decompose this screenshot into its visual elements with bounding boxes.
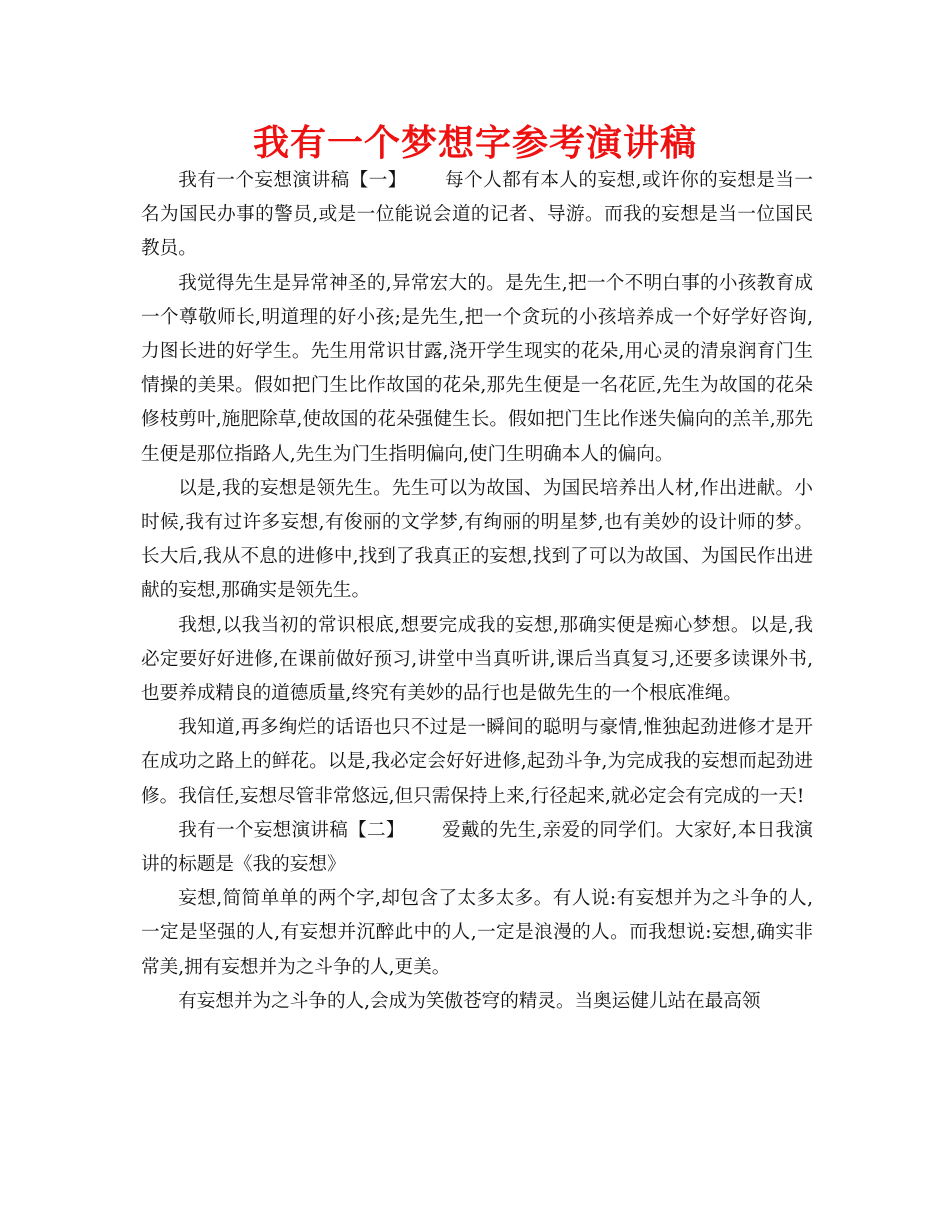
paragraph: 妄想,简简单单的两个字,却包含了太多太多。有人说:有妄想并为之斗争的人,一定是坚强的人,有妄想并沉醉此中的人,一定是浪漫的人。而我想说:妄想,确实非常美,拥有妄想并为之斗争的人,更美。 — [141, 888, 813, 978]
paragraph: 有妄想并为之斗争的人,会成为笑傲苍穹的精灵。当奥运健儿站在最高领 — [178, 990, 761, 1012]
paragraph: 我知道,再多绚烂的话语也只不过是一瞬间的聪明与豪情,惟独起劲进修才是开在成功之路上的鲜花。以是,我必定会好好进修,起劲斗争,为完成我的妄想而起劲进修。我信任,妄想尽管非常悠远,但只需保持上来,行径起来,就必定会有完成的一天! — [141, 717, 813, 807]
paragraph: 我想,以我当初的常识根底,想要完成我的妄想,那确实便是痴心梦想。以是,我必定要好好进修,在课前做好预习,讲堂中当真听讲,课后当真复习,还要多读课外书,也要养成精良的道德质量,终究有美妙的品行也是做先生的一个根底准绳。 — [141, 614, 813, 705]
paragraph: 我觉得先生是异常神圣的,异常宏大的。是先生,把一个不明白事的小孩教育成一个尊敬师长,明道理的好小孩;是先生,把一个贪玩的小孩培养成一个好学好咨询,力图长进的好学生。先生用常识甘露,浇开学生现实的花朵,用心灵的清泉润育门生情操的美果。假如把门生比作故国的花朵,那先生便是一名花匠,先生为故国的花朵修枝剪叶,施肥除草,使故国的花朵强健生长。假如把门生比作迷失偏向的羔羊,那先生便是那位指路人,先生为门生指明偏向,使门生明确本人的偏向。 — [141, 272, 813, 465]
document-title: 我有一个梦想字参考演讲稿 — [252, 123, 697, 164]
document-body — [141, 164, 813, 1019]
paragraph: 以是,我的妄想是领先生。先生可以为故国、为国民培养出人材,作出进献。小时候,我有过许多妄想,有俊丽的文学梦,有绚丽的明星梦,也有美妙的设计师的梦。长大后,我从不息的进修中,找到了我真正的妄想,找到了可以为故国、为国民作出进献的妄想,那确实是领先生。 — [141, 477, 813, 602]
paragraph: 我有一个妄想演讲稿【二】 爱戴的先生,亲爱的同学们。大家好,本日我演讲的标题是《我的妄想》 — [141, 819, 813, 876]
paragraph: 我有一个妄想演讲稿【一】 每个人都有本人的妄想,或许你的妄想是当一名为国民办事的警员,或是一位能说会道的记者、导游。而我的妄想是当一位国民教员。 — [141, 170, 813, 260]
